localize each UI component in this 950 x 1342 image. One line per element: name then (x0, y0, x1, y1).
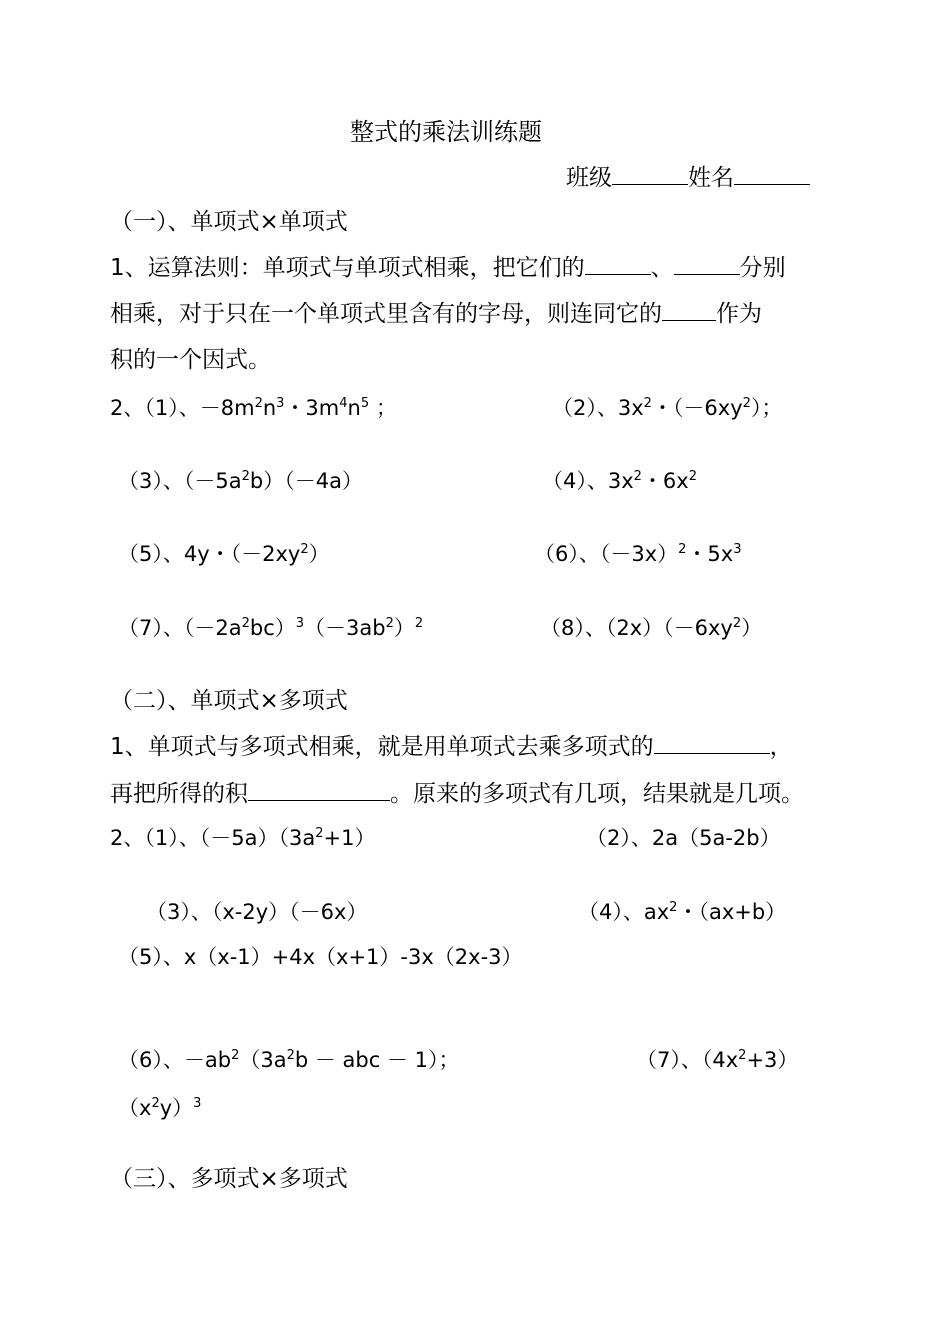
page-title: 整式的乘法训练题 (350, 118, 542, 146)
s1-problem-1: 2、（1）、$-8m^2n^3$・$3m^4n^5$ ； (110, 396, 397, 420)
s2-problem-3: （3）、（x-2y）（－6x） (146, 900, 368, 924)
rule-text: 1、单项式与多项式相乘，就是用单项式去乘多项式的 (110, 734, 654, 760)
rule-text: 分别 (739, 255, 786, 281)
s2-problem-2: （2）、2a（5a-2b） (586, 826, 781, 850)
name-blank[interactable] (734, 164, 810, 185)
section3-heading: （三）、多项式×多项式 (110, 1166, 348, 1192)
header-class-name (566, 163, 810, 193)
s2-problem-7: （7）、$(4x^2+3)$ (636, 1048, 799, 1072)
s2-problem-6: （6）、$-ab^2(3a^2b$ － abc － 1）； (118, 1048, 460, 1072)
section1-heading: （一）、单项式×单项式 (110, 209, 348, 235)
s1-problem-6: （6）、$(-3x)^2$・$5x^3$ (534, 542, 742, 566)
class-blank[interactable] (612, 164, 688, 185)
s1-problem-7: （7）、$(-2a^2bc)^3(-3ab^2)^2$ (118, 616, 424, 640)
rule-separator: 、 (650, 255, 674, 281)
section2-rule-line1 (110, 732, 793, 762)
rule-blank-4[interactable] (654, 733, 770, 754)
s1-problem-8: （8）、$(2x)(-6xy^2)$ (540, 616, 763, 640)
section1-rule-line2 (110, 299, 762, 329)
rule-text: ， (769, 734, 793, 760)
s2-problem-1: 2、（1）、$(-5a)(3a^2+1)$ (110, 826, 376, 850)
s1-problem-3: （3）、$(-5a^2b)(-4a)$ (118, 469, 363, 493)
s2-problem-4: （4）、$ax^2$・（ax+b） (578, 900, 787, 924)
s1-problem-4: （4）、$3x^2$・$6x^2$ (542, 469, 698, 493)
rule-text: 。原来的多项式有几项，结果就是几项。 (390, 781, 804, 807)
s2-problem-5: （5）、x（x-1）+4x（x+1）-3x（2x-3） (118, 945, 523, 969)
section1-rule-line3: 积的一个因式。 (110, 347, 271, 373)
rule-text: 1、运算法则：单项式与单项式相乘，把它们的 (110, 255, 585, 281)
s1-problem-5: （5）、4y・$(-2xy^2)$ (118, 542, 330, 566)
rule-blank-1[interactable] (585, 254, 651, 275)
rule-text: 再把所得的积 (110, 781, 248, 807)
rule-text: 作为 (716, 301, 762, 327)
rule-blank-2[interactable] (674, 254, 740, 275)
section2-heading: （二）、单项式×多项式 (110, 688, 348, 714)
rule-blank-3[interactable] (662, 300, 716, 321)
section2-rule-line2 (110, 779, 804, 809)
name-label: 姓名 (688, 165, 734, 191)
s1-problem-2: （2）、$3x^2$・$(-6xy^2)$； (552, 396, 783, 420)
rule-blank-5[interactable] (248, 780, 390, 801)
class-label: 班级 (566, 165, 612, 191)
section1-rule-line1 (110, 253, 786, 283)
s2-problem-7-cont: $(x^2y)^3$ (118, 1096, 202, 1120)
rule-text: 相乘，对于只在一个单项式里含有的字母，则连同它的 (110, 301, 662, 327)
